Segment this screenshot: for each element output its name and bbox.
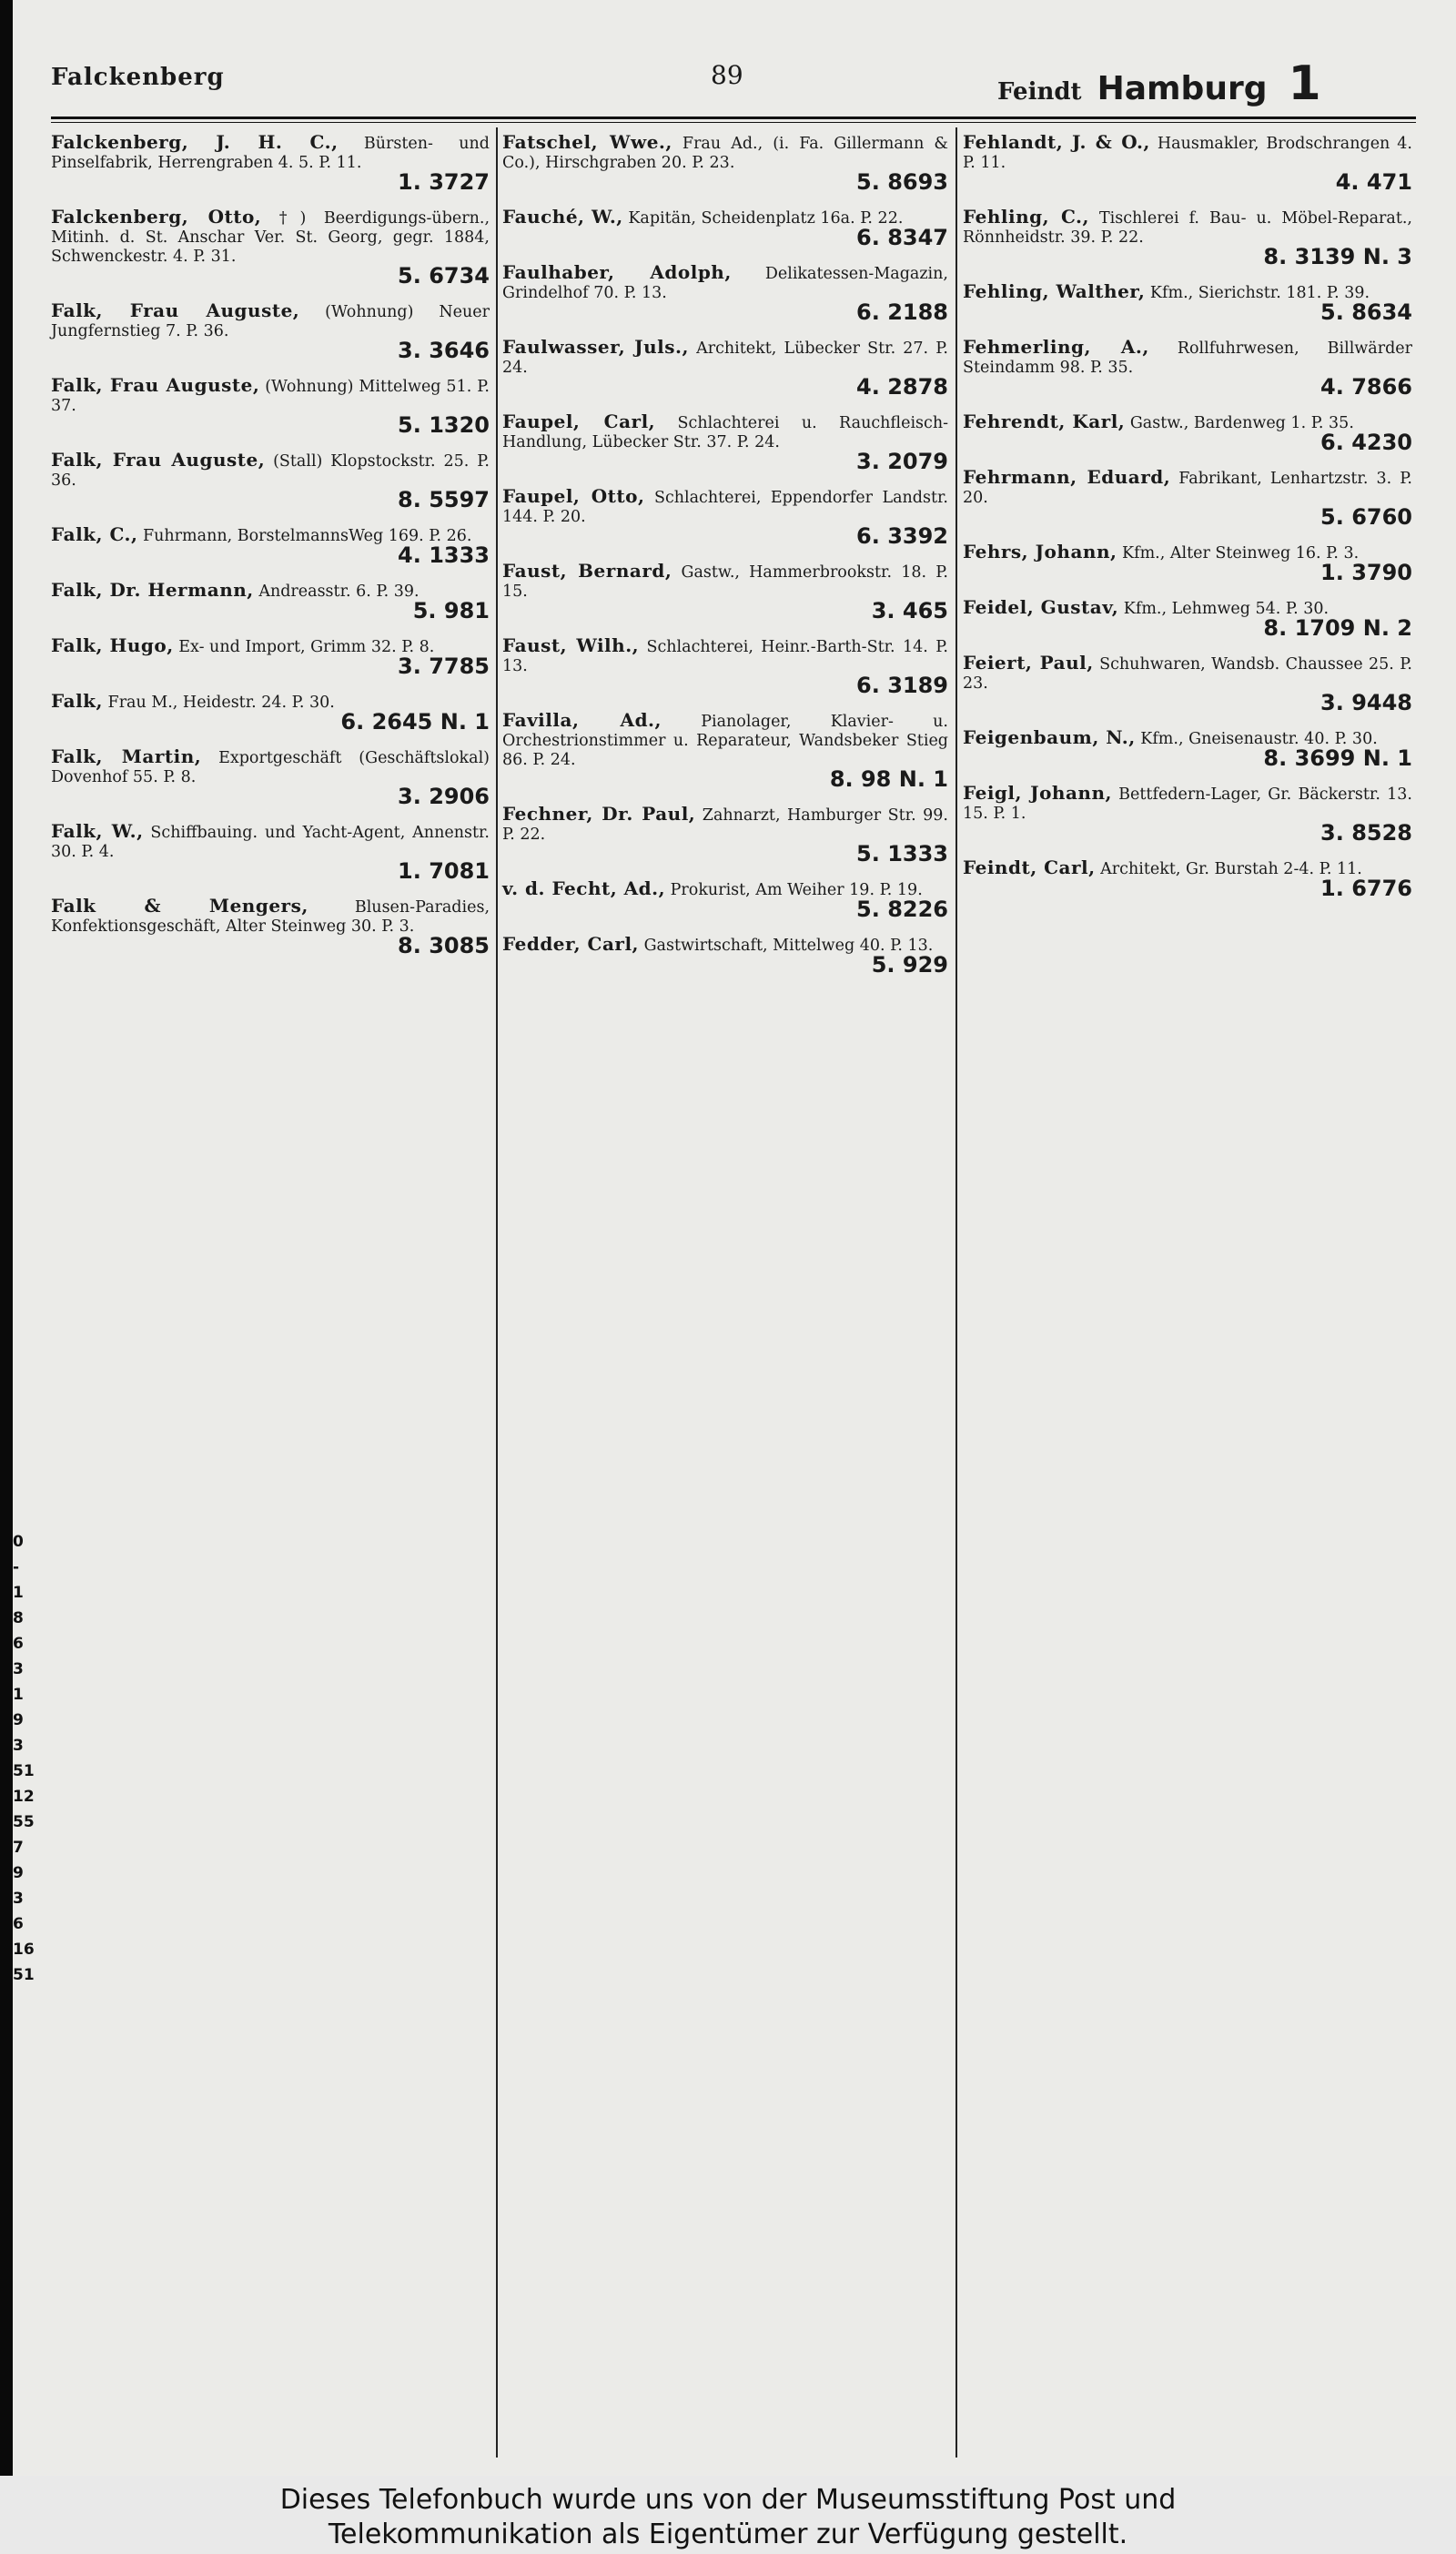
listing-name: Falk, W., <box>51 820 144 842</box>
listing-entry <box>963 282 1412 323</box>
listing-phone-number: 8. 1709 N. 2 <box>1263 615 1412 641</box>
listing-phone-number: 5. 1333 <box>856 841 948 867</box>
listing-entry <box>963 784 1412 844</box>
listing-details: Hausmakler, Brodschrangen 4. P. 11. <box>963 135 1412 172</box>
listing-details: Frau M., Heidestr. 24. P. 30. <box>102 694 335 712</box>
listing-details: Tischlerei f. Bau- u. Möbel-Reparat., Rönnheidstr. 39. P. 22. <box>963 209 1412 247</box>
listing-details: Gastw., Hammerbrookstr. 18. P. 15. <box>502 563 948 601</box>
listing-details: Ex- und Import, Grimm 32. P. 8. <box>173 638 435 656</box>
listing-details: Bürsten- und Pinselfabrik, Herrengraben 4. 5. P. 11. <box>51 135 490 172</box>
donation-note-line-1: Dieses Telefonbuch wurde uns von der Museumsstiftung Post und <box>279 2484 1177 2516</box>
listing-phone-number: 4. 1333 <box>398 542 490 568</box>
listing-name: Feindt, Carl, <box>963 856 1096 878</box>
listing-phone-number: 4. 2878 <box>856 374 948 400</box>
listing-entry <box>963 468 1412 528</box>
listing-entry <box>963 858 1412 899</box>
listing-details: (Wohnung) Neuer Jungfernstieg 7. P. 36. <box>51 303 490 340</box>
listing-name: Falk, Frau Auguste, <box>51 299 300 321</box>
listing-phone-number: 1. 3790 <box>1320 560 1412 585</box>
listing-name: Faulhaber, Adolph, <box>502 261 732 283</box>
page-number: 89 <box>711 60 743 90</box>
header-range <box>997 56 1321 111</box>
listing-details: Andreasstr. 6. P. 39. <box>253 583 420 601</box>
header-section-letter: 1 <box>1288 56 1321 111</box>
listing-details: Rollfuhrwesen, Billwärder Steindamm 98. P. 35. <box>963 340 1412 377</box>
listing-entry <box>963 208 1412 268</box>
gutter-fragment: 0 <box>13 1533 24 1551</box>
listing-details: Kapitän, Scheidenplatz 16a. P. 22. <box>622 209 904 228</box>
listing-name: Falk, Frau Auguste, <box>51 374 260 396</box>
listing-phone-number: 5. 8634 <box>1320 299 1412 325</box>
listing-details: Schlachterei, Heinr.-Barth-Str. 14. P. 13. <box>502 638 948 675</box>
listing-details: Kfm., Lehmweg 54. P. 30. <box>1118 600 1330 618</box>
listing-entry <box>502 562 948 622</box>
listing-phone-number: 3. 2906 <box>398 784 490 809</box>
listing-phone-number: 8. 98 N. 1 <box>829 766 948 792</box>
header-last-name: Feindt <box>997 78 1082 106</box>
gutter-fragment: 16 <box>13 1941 35 1959</box>
listing-details: (Stall) Klopstockstr. 25. P. 36. <box>51 452 490 490</box>
gutter-fragment: 51 <box>13 1966 35 1984</box>
listing-phone-number: 4. 471 <box>1335 169 1412 195</box>
listing-details: Delikatessen-Magazin, Grindelhof 70. P. 13. <box>502 265 948 302</box>
gutter-fragment: 9 <box>13 1864 24 1882</box>
listing-name: Favilla, Ad., <box>502 709 662 731</box>
listing-entry <box>502 879 948 920</box>
column-separator <box>956 127 957 2458</box>
gutter-fragment: 8 <box>13 1609 24 1627</box>
listing-details: Gastwirtschaft, Mittelweg 40. P. 13. <box>639 937 934 955</box>
listing-details: Schuhwaren, Wandsb. Chaussee 25. P. 23. <box>963 655 1412 693</box>
listing-entry <box>502 133 948 193</box>
donation-note <box>0 2476 1456 2554</box>
listing-phone-number: 4. 7866 <box>1320 374 1412 400</box>
page-header <box>51 56 1343 118</box>
listing-phone-number: 5. 6760 <box>1320 504 1412 530</box>
listing-entry <box>51 636 490 677</box>
listing-phone-number: 8. 5597 <box>398 487 490 512</box>
gutter-fragment: - <box>13 1558 20 1576</box>
listing-entry <box>51 133 490 193</box>
listing-details: Pianolager, Klavier- u. Orchestrionstimmer u. Reparateur, Wandsbeker Stieg 86. P. 24. <box>502 713 948 769</box>
listing-entry <box>963 598 1412 639</box>
listing-entry <box>963 412 1412 453</box>
listing-entry <box>51 451 490 511</box>
listing-entry <box>51 897 490 957</box>
listing-name: Feiert, Paul, <box>963 652 1094 674</box>
listing-details: Prokurist, Am Weiher 19. P. 19. <box>665 881 923 899</box>
listing-name: Fechner, Dr. Paul, <box>502 803 696 825</box>
listing-name: Falk, Hugo, <box>51 634 174 656</box>
listing-phone-number: 5. 929 <box>871 952 948 978</box>
listing-entry <box>963 133 1412 193</box>
listing-phone-number: 8. 3085 <box>398 933 490 958</box>
gutter-fragment: 55 <box>13 1813 35 1831</box>
listing-name: Falckenberg, Otto, <box>51 206 262 228</box>
listing-phone-number: 6. 3189 <box>856 673 948 698</box>
listing-phone-number: 8. 3699 N. 1 <box>1263 745 1412 771</box>
listing-entry <box>502 636 948 696</box>
listing-name: Fehrmann, Eduard, <box>963 466 1171 488</box>
listing-entry <box>502 487 948 547</box>
listing-phone-number: 1. 3727 <box>398 169 490 195</box>
listing-column-1 <box>51 133 490 2445</box>
listing-details: Architekt, Gr. Burstah 2-4. P. 11. <box>1095 860 1362 878</box>
gutter-fragment: 1 <box>13 1584 24 1602</box>
listing-name: Falk, C., <box>51 523 138 545</box>
listing-phone-number: 6. 3392 <box>856 523 948 549</box>
listing-name: Fehrendt, Karl, <box>963 410 1126 432</box>
listing-details: (Wohnung) Mittelweg 51. P. 37. <box>51 378 490 415</box>
listing-name: Fehling, C., <box>963 206 1089 228</box>
listing-name: Fehling, Walther, <box>963 280 1146 302</box>
listing-name: Falk, <box>51 690 103 712</box>
listing-entry <box>963 338 1412 398</box>
listing-entry <box>963 728 1412 769</box>
listing-name: Faupel, Carl, <box>502 410 656 432</box>
listing-column-3 <box>963 133 1412 2445</box>
listing-details: Fabrikant, Lenhartzstr. 3. P. 20. <box>963 470 1412 507</box>
listing-details: Kfm., Alter Steinweg 16. P. 3. <box>1117 544 1360 562</box>
gutter-fragment: 3 <box>13 1737 24 1755</box>
listing-entry <box>51 208 490 287</box>
listing-phone-number: 3. 465 <box>871 598 948 623</box>
listing-name: Falckenberg, J. H. C., <box>51 131 339 153</box>
listing-entry <box>51 822 490 882</box>
listing-column-2 <box>502 133 948 2445</box>
listing-details: Schlachterei, Eppendorfer Landstr. 144. P. 20. <box>502 489 948 526</box>
header-city: Hamburg <box>1097 70 1268 107</box>
listing-name: Feidel, Gustav, <box>963 596 1119 618</box>
listing-name: Faust, Wilh., <box>502 634 640 656</box>
listing-entry <box>51 301 490 361</box>
listing-entry <box>502 805 948 865</box>
listing-name: Fatschel, Wwe., <box>502 131 672 153</box>
header-rule-thick <box>51 117 1416 119</box>
listing-details: Blusen-Paradies, Konfektionsgeschäft, Alter Steinweg 30. P. 3. <box>51 898 490 936</box>
listing-entry <box>51 747 490 807</box>
listing-name: v. d. Fecht, Ad., <box>502 877 666 899</box>
gutter-fragment: 3 <box>13 1660 24 1678</box>
listing-phone-number: 8. 3139 N. 3 <box>1263 244 1412 269</box>
listing-entry <box>502 935 948 976</box>
listing-name: Faupel, Otto, <box>502 485 645 507</box>
column-separator <box>496 127 498 2458</box>
listing-details: †) Beerdigungs-übern., Mitinh. d. St. Anschar Ver. St. Georg, gegr. 1884, Schwenckestr. 4. P. 31. <box>51 209 490 266</box>
listing-entry <box>502 711 948 790</box>
listing-details: Schlachterei u. Rauchfleisch-Handlung, Lübecker Str. 37. P. 24. <box>502 414 949 451</box>
listing-entry <box>963 654 1412 714</box>
listing-phone-number: 5. 6734 <box>398 263 490 289</box>
donation-note-line-2: Telekommunikation als Eigentümer zur Verfügung gestellt. <box>328 2519 1128 2550</box>
listing-details: Architekt, Lübecker Str. 27. P. 24. <box>502 340 948 377</box>
listing-name: Feigenbaum, N., <box>963 726 1136 748</box>
listing-phone-number: 3. 7785 <box>398 654 490 679</box>
listing-name: Falk, Dr. Hermann, <box>51 579 254 601</box>
listing-details: Frau Ad., (i. Fa. Gillermann & Co.), Hirschgraben 20. P. 23. <box>502 135 948 172</box>
listing-phone-number: 5. 8226 <box>856 897 948 922</box>
listing-entry <box>51 376 490 436</box>
listing-name: Feigl, Johann, <box>963 782 1112 804</box>
listing-phone-number: 5. 981 <box>412 598 490 623</box>
header-first-name: Falckenberg <box>51 64 225 91</box>
listing-name: Falk, Frau Auguste, <box>51 449 266 471</box>
listing-entry <box>502 208 948 248</box>
listing-name: Fauché, W., <box>502 206 623 228</box>
gutter-fragment: 1 <box>13 1686 24 1704</box>
gutter-fragment: 6 <box>13 1915 24 1933</box>
listing-entry <box>963 542 1412 583</box>
listing-phone-number: 5. 8693 <box>856 169 948 195</box>
listing-phone-number: 6. 2188 <box>856 299 948 325</box>
listing-entry <box>502 338 948 398</box>
listing-entry <box>51 692 490 733</box>
listing-details: Fuhrmann, BorstelmannsWeg 169. P. 26. <box>137 527 472 545</box>
listing-phone-number: 3. 8528 <box>1320 820 1412 846</box>
listing-details: Gastw., Bardenweg 1. P. 35. <box>1125 414 1354 432</box>
listing-entry <box>502 412 948 472</box>
listing-name: Fehlandt, J. & O., <box>963 131 1150 153</box>
listing-phone-number: 3. 9448 <box>1320 690 1412 715</box>
gutter-fragment: 6 <box>13 1635 24 1653</box>
listing-details: Bettfedern-Lager, Gr. Bäckerstr. 13. 15. P. 1. <box>963 785 1412 823</box>
listing-phone-number: 3. 3646 <box>398 338 490 363</box>
listing-name: Faulwasser, Juls., <box>502 336 689 358</box>
header-rule-thin <box>51 122 1416 123</box>
listing-details: Kfm., Gneisenaustr. 40. P. 30. <box>1135 730 1378 748</box>
gutter-fragments <box>13 1529 35 2476</box>
gutter-fragment: 9 <box>13 1711 24 1729</box>
book-binding-edge <box>0 0 13 2476</box>
listing-phone-number: 6. 4230 <box>1320 430 1412 455</box>
gutter-fragment: 7 <box>13 1839 24 1857</box>
listing-name: Fehmerling, A., <box>963 336 1149 358</box>
listing-name: Fehrs, Johann, <box>963 541 1117 562</box>
listing-details: Zahnarzt, Hamburger Str. 99. P. 22. <box>502 806 948 844</box>
listing-phone-number: 6. 8347 <box>856 225 948 250</box>
listing-entry <box>51 581 490 622</box>
listing-phone-number: 1. 6776 <box>1320 876 1412 901</box>
listing-entry <box>502 263 948 323</box>
listing-name: Falk, Martin, <box>51 745 202 767</box>
listing-details: Schiffbauing. und Yacht-Agent, Annenstr. 30. P. 4. <box>51 824 490 861</box>
listing-name: Fedder, Carl, <box>502 933 640 955</box>
listing-details: Kfm., Sierichstr. 181. P. 39. <box>1145 284 1370 302</box>
listing-phone-number: 5. 1320 <box>398 412 490 438</box>
gutter-fragment: 12 <box>13 1788 35 1806</box>
listing-phone-number: 6. 2645 N. 1 <box>340 709 490 735</box>
listing-phone-number: 3. 2079 <box>856 449 948 474</box>
gutter-fragment: 51 <box>13 1762 35 1780</box>
listing-details: Exportgeschäft (Geschäftslokal) Dovenhof 55. P. 8. <box>51 749 490 786</box>
listing-phone-number: 1. 7081 <box>398 858 490 884</box>
listing-name: Falk & Mengers, <box>51 895 308 917</box>
listing-name: Faust, Bernard, <box>502 560 672 582</box>
listing-entry <box>51 525 490 566</box>
gutter-fragment: 3 <box>13 1890 24 1908</box>
